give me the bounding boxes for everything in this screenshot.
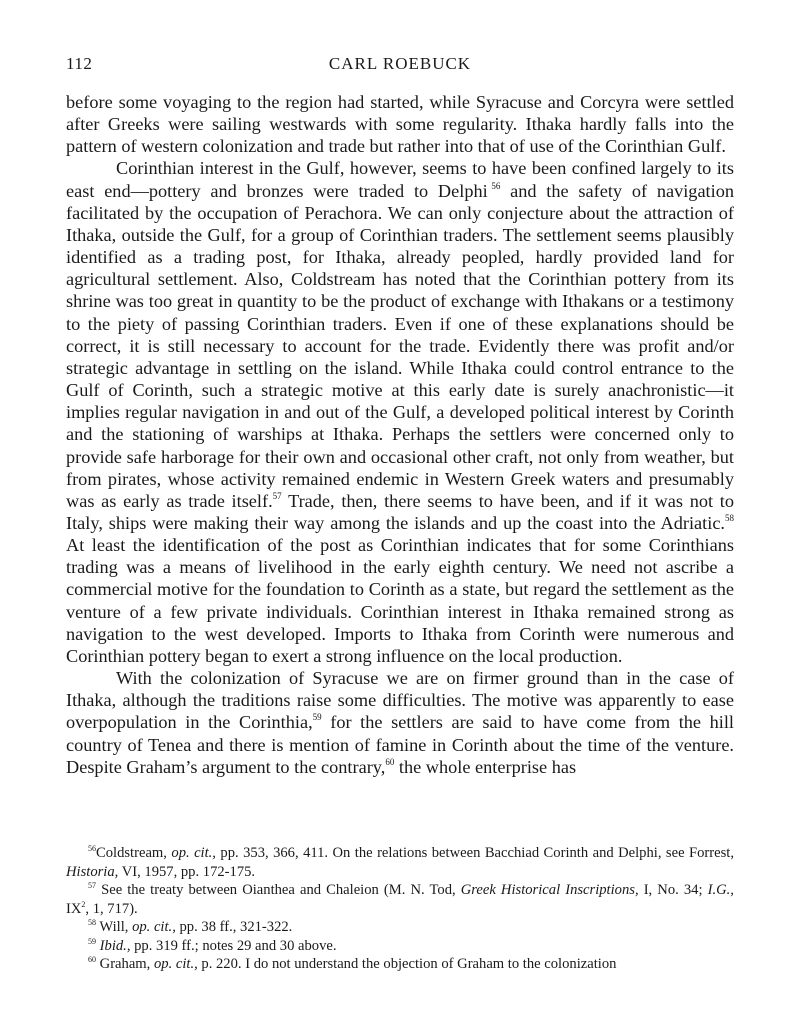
footnote-ref-60[interactable]: 60 <box>385 756 395 767</box>
footnote-ref-57[interactable]: 57 <box>272 490 282 501</box>
running-head: CARL ROEBUCK <box>328 54 472 73</box>
footnote-56: $^{56}$Coldstream, op. cit., pp. 353, 366, 411. On the relations between Bacchiad Corinth and Delphi, see Forrest, Historia, VI, 1957, pp. 172-175. <box>66 844 734 880</box>
footnote-58: $^{58}$ Will, op. cit., pp. 38 ff., 321-322. <box>88 918 293 935</box>
page-number: 112 <box>66 54 93 73</box>
footnote-ref-58[interactable]: 58 <box>725 512 734 523</box>
paragraph-1: before some voyaging to the region had started, while Syracuse and Corcyra were settled after Greeks were sailing westwards with some regularity. Ithaka hardly falls into the pattern of western colonization and trade but rather into that of use of the Corinthian Gulf. <box>66 92 734 157</box>
footnote-57: $^{57}$ See the treaty between Oianthea and Chaleion (M. N. Tod, Greek Historical Inscriptions, I, No. 34; I.G., IX$^2$, 1, 717). <box>66 881 734 917</box>
footnote-ref-59[interactable]: 59 <box>312 712 322 723</box>
paragraph-2: Corinthian interest in the Gulf, however, seems to have been confined largely to its east end—pottery and bronzes were traded to Delphi $^{56}$ and the safety of navigation facilitated by the occupation of Perachora. We can only conjecture about the attraction of Ithaka, outside the Gulf, for a group of Corinthian traders. The settlement seems plausibly identified as a trading post, for Ithaka, already peopled, hardly provided land for agricultural settlement. Also, Coldstream has noted that the Corinthian pottery from its shrine was too great in quantity to be the product of exchange with Ithakans or a testimony to the piety of passing Corinthian traders. Even if one of these explanations should be correct, it is still necessary to account for the trade. Evidently there was profit and/or strategic advantage in settling on the island. While Ithaka could control entrance to the Gulf of Corinth, such a strategic motive at this early date is surely anachronistic—it implies regular navigation in and out of the Gulf, a developed political interest by Corinth and the stationing of warships at Ithaka. Perhaps the settlers were concerned only to provide safe harborage for their own and occasional other craft, not only from weather, but from pirates, whose activity remained endemic in Western Greek waters and presumably was as early as trade itself.$^{57}$ Trade, then, there seems to have been, and if it was not to Italy, ships were making their way among the islands and up the coast into the Adriatic.$^{58}$ At least the identification of the post as Corinthian indicates that for some Corinthians trading was a means of livelihood in the early eighth century. We need not ascribe a commercial motive for the foundation to Corinth as a state, but regard the settlement as the venture of a few private individuals. Corinthian interest in Ithaka remained strong as navigation to the west developed. Imports to Ithaka from Corinth were numerous and Corinthian pottery began to exert a strong influence on the local production. <box>66 158 734 666</box>
footnote-59: $^{59}$ Ibid., pp. 319 ff.; notes 29 and 30 above. <box>88 936 337 954</box>
footnote-60: $^{60}$ Graham, op. cit., p. 220. I do not understand the objection of Graham to the colonization <box>88 955 617 972</box>
footnotes <box>66 844 734 974</box>
body-text <box>66 91 734 778</box>
footnote-ref-56[interactable]: 56 <box>491 180 501 191</box>
paragraph-3: With the colonization of Syracuse we are on firmer ground than in the case of Ithaka, although the traditions raise some difficulties. The motive was apparently to ease overpopulation in the Corinthia,$^{59}$ for the settlers are said to have come from the hill country of Tenea and there is mention of famine in Corinth about the time of the venture. Despite Graham’s argument to the contrary,$^{60}$ the whole enterprise has <box>66 668 734 777</box>
